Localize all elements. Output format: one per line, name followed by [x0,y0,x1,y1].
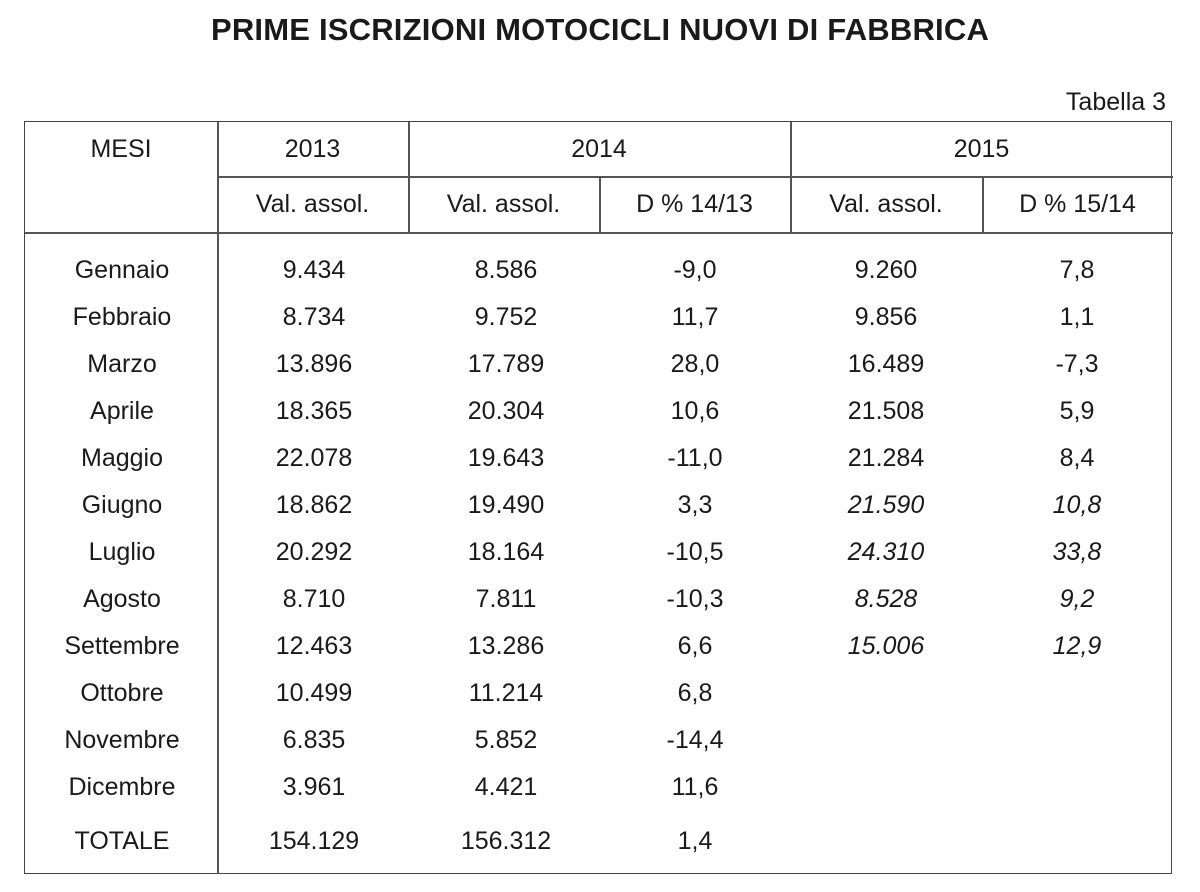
cell-2013-value: 18.862 [275,491,353,519]
cell-2014-value: 17.789 [467,350,545,378]
cell-2013-value: 18.365 [275,397,353,425]
header-2015: 2015 [953,135,1010,163]
cell-2015-value: 15.006 [847,632,925,660]
cell-2013-value: 6.835 [282,726,346,754]
header-divider [25,232,1173,234]
cell-2014-delta: -10,5 [666,538,724,566]
cell-2015-delta: 7,8 [1059,256,1095,284]
cell-mese: Gennaio [74,256,170,284]
header-2013: 2013 [284,135,341,163]
cell-2014-delta: 11,7 [671,303,719,331]
cell-2014-delta: 3,3 [677,491,713,519]
cell-2015-delta: 8,4 [1059,444,1095,472]
cell-2015-value: 9.856 [854,303,918,331]
cell-2014-value: 13.286 [467,632,545,660]
cell-2013-value: 13.896 [275,350,353,378]
page-title: PRIME ISCRIZIONI MOTOCICLI NUOVI DI FABBRICA [210,12,990,47]
subheader-delta-14-13: D % 14/13 [636,190,753,218]
cell-mese: Febbraio [72,303,172,331]
row-divider [217,176,1173,178]
cell-2015-delta: -7,3 [1055,350,1099,378]
cell-2015-delta: 5,9 [1059,397,1095,425]
cell-2013-value: 9.434 [282,256,346,284]
cell-mese: Settembre [64,632,180,660]
cell-mese: TOTALE [74,827,170,855]
cell-2014-delta: 6,8 [677,679,713,707]
header-2014: 2014 [571,135,627,163]
cell-mese: Marzo [87,350,157,378]
cell-2014-value: 20.304 [467,397,545,425]
cell-2014-value: 8.586 [474,256,538,284]
cell-2014-value: 5.852 [474,726,538,754]
col-divider [217,122,219,874]
cell-2013-value: 20.292 [275,538,353,566]
cell-mese: Dicembre [68,773,176,801]
cell-2014-delta: -9,0 [673,256,717,284]
cell-2015-value: 16.489 [847,350,925,378]
cell-2014-value: 156.312 [460,827,552,855]
cell-2015-value: 21.508 [847,397,925,425]
cell-2013-value: 8.710 [282,585,346,613]
subheader-delta-15-14: D % 15/14 [1019,190,1136,218]
table-label: Tabella 3 [1065,88,1166,116]
subheader-val-2013: Val. assol. [255,190,370,218]
cell-2014-value: 18.164 [467,538,545,566]
cell-mese: Giugno [81,491,163,519]
cell-2014-value: 19.643 [467,444,545,472]
cell-2014-value: 19.490 [467,491,545,519]
cell-2014-delta: 6,6 [677,632,713,660]
cell-2014-delta: 1,4 [677,827,713,855]
cell-mese: Aprile [90,397,154,425]
cell-2015-value: 9.260 [854,256,918,284]
cell-mese: Novembre [64,726,180,754]
subheader-val-2015: Val. assol. [829,190,943,218]
cell-mese: Ottobre [80,679,164,707]
cell-mese: Agosto [83,585,161,613]
cell-2015-delta: 33,8 [1052,538,1102,566]
cell-2014-value: 11.214 [468,679,544,707]
data-table [24,121,1172,874]
cell-2013-value: 3.961 [282,773,346,801]
cell-2013-value: 154.129 [268,827,360,855]
subheader-val-2014: Val. assol. [446,190,561,218]
cell-2014-delta: 10,6 [670,397,720,425]
cell-2014-delta: 28,0 [670,350,720,378]
cell-2013-value: 10.499 [275,679,353,707]
cell-2014-value: 7.811 [475,585,537,613]
cell-2015-delta: 9,2 [1059,585,1095,613]
cell-2014-delta: 11,6 [671,773,719,801]
cell-2015-value: 21.284 [847,444,925,472]
cell-2015-value: 24.310 [847,538,925,566]
header-mesi: MESI [90,135,152,163]
cell-2015-delta: 10,8 [1052,491,1102,519]
cell-2015-delta: 1,1 [1059,303,1095,331]
cell-2015-value: 21.590 [847,491,925,519]
cell-2015-delta: 12,9 [1052,632,1102,660]
cell-2014-delta: -14,4 [666,726,724,754]
cell-2014-delta: -11,0 [667,444,723,472]
cell-2014-value: 4.421 [474,773,538,801]
cell-2013-value: 22.078 [275,444,353,472]
cell-2014-delta: -10,3 [666,585,724,613]
cell-mese: Luglio [88,538,156,566]
cell-2015-value: 8.528 [854,585,918,613]
cell-2013-value: 12.463 [275,632,353,660]
cell-2013-value: 8.734 [282,303,346,331]
cell-mese: Maggio [81,444,163,472]
cell-2014-value: 9.752 [474,303,538,331]
